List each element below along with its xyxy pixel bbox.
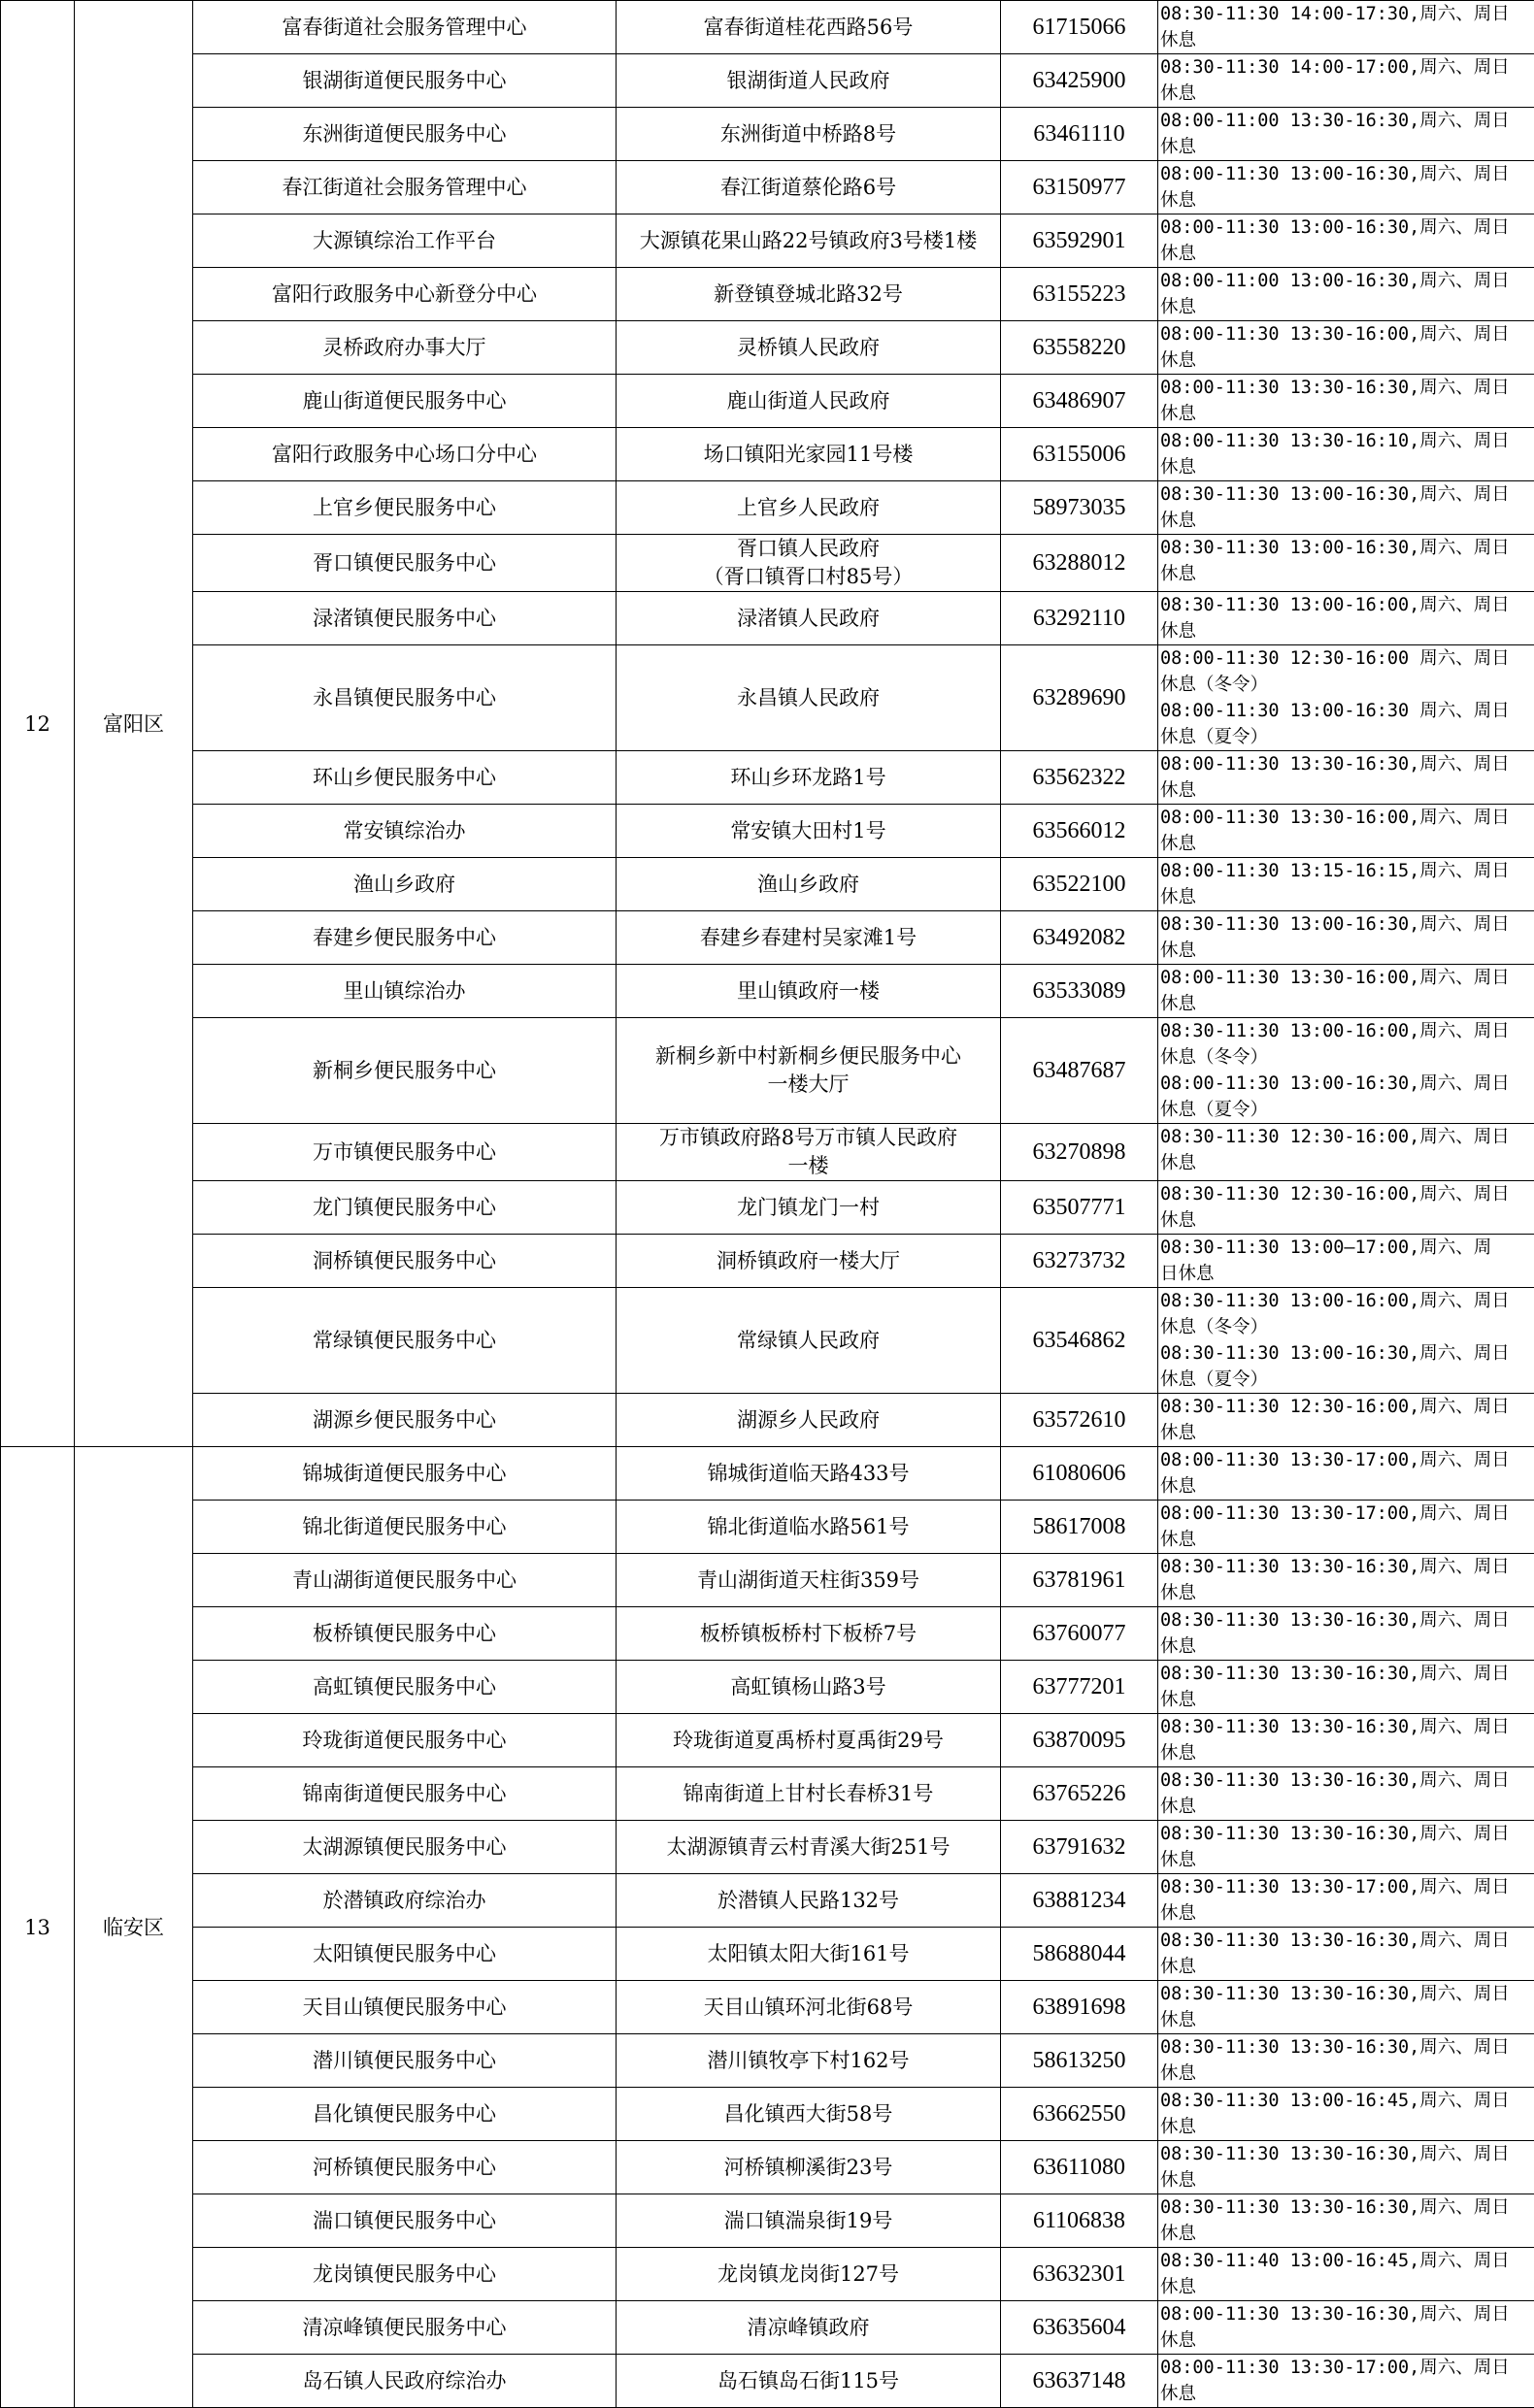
phone-cell: 61715066	[1001, 1, 1158, 54]
center-name-cell: 湖源乡便民服务中心	[193, 1394, 617, 1447]
address-cell: 富春街道桂花西路56号	[617, 1, 1001, 54]
phone-cell: 63558220	[1001, 321, 1158, 375]
center-name-cell: 洞桥镇便民服务中心	[193, 1235, 617, 1288]
center-name-cell: 清凉峰镇便民服务中心	[193, 2301, 617, 2355]
center-name-cell: 於潜镇政府综治办	[193, 1874, 617, 1928]
phone-cell: 63507771	[1001, 1181, 1158, 1235]
phone-cell: 63635604	[1001, 2301, 1158, 2355]
phone-cell: 58688044	[1001, 1928, 1158, 1981]
table-row	[1, 2194, 1534, 2248]
address-cell: 渌渚镇人民政府	[617, 592, 1001, 645]
address-cell: 上官乡人民政府	[617, 481, 1001, 535]
address-cell: 青山湖街道天柱街359号	[617, 1554, 1001, 1607]
center-name-cell: 鹿山街道便民服务中心	[193, 375, 617, 428]
center-name-cell: 渌渚镇便民服务中心	[193, 592, 617, 645]
phone-cell: 63273732	[1001, 1235, 1158, 1288]
office-hours-cell: 08:00-11:30 13:00-16:30,周六、周日 休息	[1158, 161, 1534, 214]
center-name-cell: 龙岗镇便民服务中心	[193, 2248, 617, 2301]
center-name-cell: 万市镇便民服务中心	[193, 1124, 617, 1181]
table-row	[1, 1928, 1534, 1981]
table-row	[1, 1447, 1534, 1501]
table-body	[1, 1, 1534, 2408]
office-hours-cell: 08:30-11:30 13:30-16:30,周六、周日 休息	[1158, 1821, 1534, 1874]
table-row	[1, 2355, 1534, 2408]
phone-cell: 63288012	[1001, 535, 1158, 592]
table-row	[1, 268, 1534, 321]
office-hours-cell: 08:30-11:30 13:30-16:30,周六、周日 休息	[1158, 1928, 1534, 1981]
center-name-cell: 昌化镇便民服务中心	[193, 2088, 617, 2141]
office-hours-cell: 08:30-11:30 13:30-16:30,周六、周日 休息	[1158, 1661, 1534, 1714]
address-cell: 常安镇大田村1号	[617, 805, 1001, 858]
center-name-cell: 新桐乡便民服务中心	[193, 1018, 617, 1124]
phone-cell: 63566012	[1001, 805, 1158, 858]
table-row	[1, 805, 1534, 858]
address-cell: 场口镇阳光家园11号楼	[617, 428, 1001, 481]
table-row	[1, 2141, 1534, 2194]
address-cell: 龙门镇龙门一村	[617, 1181, 1001, 1235]
table-row	[1, 1181, 1534, 1235]
address-cell: 玲珑街道夏禹桥村夏禹街29号	[617, 1714, 1001, 1767]
table-row	[1, 1501, 1534, 1554]
phone-cell: 63150977	[1001, 161, 1158, 214]
phone-cell: 63791632	[1001, 1821, 1158, 1874]
phone-cell: 61080606	[1001, 1447, 1158, 1501]
phone-cell: 63760077	[1001, 1607, 1158, 1661]
center-name-cell: 龙门镇便民服务中心	[193, 1181, 617, 1235]
phone-cell: 61106838	[1001, 2194, 1158, 2248]
office-hours-cell: 08:30-11:30 13:30-16:30,周六、周日 休息	[1158, 1981, 1534, 2034]
center-name-cell: 富春街道社会服务管理中心	[193, 1, 617, 54]
center-name-cell: 河桥镇便民服务中心	[193, 2141, 617, 2194]
address-cell: 清凉峰镇政府	[617, 2301, 1001, 2355]
table-row	[1, 214, 1534, 268]
center-name-cell: 富阳行政服务中心场口分中心	[193, 428, 617, 481]
phone-cell: 63870095	[1001, 1714, 1158, 1767]
phone-cell: 63155006	[1001, 428, 1158, 481]
phone-cell: 63592901	[1001, 214, 1158, 268]
office-hours-cell: 08:30-11:30 14:00-17:30,周六、周日 休息	[1158, 1, 1534, 54]
address-cell: 锦南街道上甘村长春桥31号	[617, 1767, 1001, 1821]
phone-cell: 63292110	[1001, 592, 1158, 645]
center-name-cell: 上官乡便民服务中心	[193, 481, 617, 535]
office-hours-cell: 08:30-11:30 13:30-16:30,周六、周日 休息	[1158, 1554, 1534, 1607]
table-row	[1, 535, 1534, 592]
phone-cell: 63461110	[1001, 108, 1158, 161]
center-name-cell: 太阳镇便民服务中心	[193, 1928, 617, 1981]
group-seq-cell: 13	[1, 1447, 75, 2408]
table-row	[1, 161, 1534, 214]
table-row	[1, 481, 1534, 535]
office-hours-cell: 08:30-11:30 12:30-16:00,周六、周日 休息	[1158, 1124, 1534, 1181]
office-hours-cell: 08:30-11:30 13:00-16:45,周六、周日 休息	[1158, 2088, 1534, 2141]
center-name-cell: 银湖街道便民服务中心	[193, 54, 617, 108]
phone-cell: 58617008	[1001, 1501, 1158, 1554]
address-cell: 龙岗镇龙岗街127号	[617, 2248, 1001, 2301]
address-cell: 春建乡春建村吴家滩1号	[617, 911, 1001, 965]
office-hours-cell: 08:00-11:30 13:15-16:15,周六、周日 休息	[1158, 858, 1534, 911]
address-cell: 春江街道蔡伦路6号	[617, 161, 1001, 214]
office-hours-cell: 08:30-11:30 13:30-16:30,周六、周日 休息	[1158, 2194, 1534, 2248]
address-cell: 洞桥镇政府一楼大厅	[617, 1235, 1001, 1288]
table-row	[1, 858, 1534, 911]
office-hours-cell: 08:30-11:30 13:30-16:30,周六、周日 休息	[1158, 2141, 1534, 2194]
address-cell: 东洲街道中桥路8号	[617, 108, 1001, 161]
address-cell: 高虹镇杨山路3号	[617, 1661, 1001, 1714]
table-row	[1, 965, 1534, 1018]
table-row	[1, 1554, 1534, 1607]
phone-cell: 63662550	[1001, 2088, 1158, 2141]
center-name-cell: 渔山乡政府	[193, 858, 617, 911]
address-cell: 河桥镇柳溪街23号	[617, 2141, 1001, 2194]
district-cell: 临安区	[75, 1447, 193, 2408]
table-row	[1, 54, 1534, 108]
address-cell: 於潜镇人民路132号	[617, 1874, 1001, 1928]
table-row	[1, 1288, 1534, 1394]
office-hours-cell: 08:00-11:30 13:30-16:00,周六、周日 休息	[1158, 805, 1534, 858]
office-hours-cell: 08:30-11:30 12:30-16:00,周六、周日 休息	[1158, 1394, 1534, 1447]
office-hours-cell: 08:30-11:30 13:00-16:30,周六、周日 休息	[1158, 535, 1534, 592]
phone-cell: 63289690	[1001, 645, 1158, 751]
center-name-cell: 高虹镇便民服务中心	[193, 1661, 617, 1714]
center-name-cell: 春江街道社会服务管理中心	[193, 161, 617, 214]
table-row	[1, 428, 1534, 481]
center-name-cell: 胥口镇便民服务中心	[193, 535, 617, 592]
phone-cell: 63425900	[1001, 54, 1158, 108]
table-row	[1, 1981, 1534, 2034]
table-row	[1, 1124, 1534, 1181]
phone-cell: 63486907	[1001, 375, 1158, 428]
table-row	[1, 1607, 1534, 1661]
address-cell: 里山镇政府一楼	[617, 965, 1001, 1018]
office-hours-cell: 08:30-11:30 13:00—17:00,周六、周 日休息	[1158, 1235, 1534, 1288]
office-hours-cell: 08:00-11:30 13:30-17:00,周六、周日 休息	[1158, 1501, 1534, 1554]
table-row	[1, 1235, 1534, 1288]
center-name-cell: 常绿镇便民服务中心	[193, 1288, 617, 1394]
center-name-cell: 环山乡便民服务中心	[193, 751, 617, 805]
center-name-cell: 常安镇综治办	[193, 805, 617, 858]
table-row	[1, 2248, 1534, 2301]
office-hours-cell: 08:30-11:30 13:00-16:30,周六、周日 休息	[1158, 481, 1534, 535]
address-cell: 灵桥镇人民政府	[617, 321, 1001, 375]
phone-cell: 63637148	[1001, 2355, 1158, 2408]
center-name-cell: 板桥镇便民服务中心	[193, 1607, 617, 1661]
table-row	[1, 911, 1534, 965]
office-hours-cell: 08:30-11:30 13:00-16:00,周六、周日 休息（冬令） 08:30-11:30 13:00-16:30,周六、周日 休息（夏令）	[1158, 1288, 1534, 1394]
center-name-cell: 潜川镇便民服务中心	[193, 2034, 617, 2088]
address-cell: 潜川镇牧亭下村162号	[617, 2034, 1001, 2088]
address-cell: 板桥镇板桥村下板桥7号	[617, 1607, 1001, 1661]
phone-cell: 63891698	[1001, 1981, 1158, 2034]
address-cell: 环山乡环龙路1号	[617, 751, 1001, 805]
center-name-cell: 里山镇综治办	[193, 965, 617, 1018]
table-row	[1, 1821, 1534, 1874]
district-cell: 富阳区	[75, 1, 193, 1447]
table-row	[1, 375, 1534, 428]
office-hours-cell: 08:00-11:30 13:30-17:00,周六、周日 休息	[1158, 2355, 1534, 2408]
phone-cell: 63777201	[1001, 1661, 1158, 1714]
center-name-cell: 岛石镇人民政府综治办	[193, 2355, 617, 2408]
address-cell: 太阳镇太阳大街161号	[617, 1928, 1001, 1981]
phone-cell: 63765226	[1001, 1767, 1158, 1821]
office-hours-cell: 08:30-11:30 14:00-17:00,周六、周日 休息	[1158, 54, 1534, 108]
address-cell: 鹿山街道人民政府	[617, 375, 1001, 428]
office-hours-cell: 08:30-11:30 13:30-16:30,周六、周日 休息	[1158, 1767, 1534, 1821]
office-hours-cell: 08:00-11:30 13:30-16:30,周六、周日 休息	[1158, 375, 1534, 428]
phone-cell: 63881234	[1001, 1874, 1158, 1928]
center-name-cell: 玲珑街道便民服务中心	[193, 1714, 617, 1767]
center-name-cell: 天目山镇便民服务中心	[193, 1981, 617, 2034]
address-cell: 昌化镇西大街58号	[617, 2088, 1001, 2141]
office-hours-cell: 08:00-11:30 13:30-16:30,周六、周日 休息	[1158, 751, 1534, 805]
address-cell: 渔山乡政府	[617, 858, 1001, 911]
center-name-cell: 青山湖街道便民服务中心	[193, 1554, 617, 1607]
table-row	[1, 1, 1534, 54]
phone-cell: 63562322	[1001, 751, 1158, 805]
address-cell: 永昌镇人民政府	[617, 645, 1001, 751]
table-row	[1, 2088, 1534, 2141]
address-cell: 锦北街道临水路561号	[617, 1501, 1001, 1554]
group-seq-cell: 12	[1, 1, 75, 1447]
center-name-cell: 富阳行政服务中心新登分中心	[193, 268, 617, 321]
office-hours-cell: 08:30-11:30 13:00-16:00,周六、周日 休息	[1158, 592, 1534, 645]
table-row	[1, 1714, 1534, 1767]
center-name-cell: 永昌镇便民服务中心	[193, 645, 617, 751]
address-cell: 万市镇政府路8号万市镇人民政府 一楼	[617, 1124, 1001, 1181]
phone-cell: 63270898	[1001, 1124, 1158, 1181]
table-row	[1, 1874, 1534, 1928]
address-cell: 大源镇花果山路22号镇政府3号楼1楼	[617, 214, 1001, 268]
table-row	[1, 1394, 1534, 1447]
office-hours-cell: 08:00-11:00 13:30-16:30,周六、周日 休息	[1158, 108, 1534, 161]
phone-cell: 63522100	[1001, 858, 1158, 911]
table-row	[1, 2301, 1534, 2355]
office-hours-cell: 08:00-11:30 13:30-16:30,周六、周日 休息	[1158, 2301, 1534, 2355]
address-cell: 岛石镇岛石街115号	[617, 2355, 1001, 2408]
center-name-cell: 春建乡便民服务中心	[193, 911, 617, 965]
office-hours-cell: 08:00-11:30 13:30-16:00,周六、周日 休息	[1158, 965, 1534, 1018]
phone-cell: 63611080	[1001, 2141, 1158, 2194]
phone-cell: 63533089	[1001, 965, 1158, 1018]
office-hours-cell: 08:30-11:30 13:30-17:00,周六、周日 休息	[1158, 1874, 1534, 1928]
table-row	[1, 751, 1534, 805]
table-row	[1, 1018, 1534, 1124]
address-cell: 锦城街道临天路433号	[617, 1447, 1001, 1501]
center-name-cell: 锦北街道便民服务中心	[193, 1501, 617, 1554]
address-cell: 天目山镇环河北街68号	[617, 1981, 1001, 2034]
address-cell: 湖源乡人民政府	[617, 1394, 1001, 1447]
address-cell: 常绿镇人民政府	[617, 1288, 1001, 1394]
table-row	[1, 108, 1534, 161]
phone-cell: 63781961	[1001, 1554, 1158, 1607]
address-cell: 新桐乡新中村新桐乡便民服务中心 一楼大厅	[617, 1018, 1001, 1124]
office-hours-cell: 08:30-11:30 13:30-16:30,周六、周日 休息	[1158, 2034, 1534, 2088]
phone-cell: 58973035	[1001, 481, 1158, 535]
office-hours-cell: 08:00-11:30 13:30-17:00,周六、周日 休息	[1158, 1447, 1534, 1501]
table-row	[1, 1661, 1534, 1714]
phone-cell: 63492082	[1001, 911, 1158, 965]
center-name-cell: 湍口镇便民服务中心	[193, 2194, 617, 2248]
office-hours-cell: 08:00-11:30 12:30-16:00 周六、周日 休息（冬令） 08:00-11:30 13:00-16:30 周六、周日 休息（夏令）	[1158, 645, 1534, 751]
office-hours-cell: 08:00-11:30 13:30-16:10,周六、周日 休息	[1158, 428, 1534, 481]
phone-cell: 63572610	[1001, 1394, 1158, 1447]
center-name-cell: 太湖源镇便民服务中心	[193, 1821, 617, 1874]
address-cell: 胥口镇人民政府 （胥口镇胥口村85号）	[617, 535, 1001, 592]
office-hours-cell: 08:30-11:30 13:30-16:30,周六、周日 休息	[1158, 1714, 1534, 1767]
office-hours-cell: 08:00-11:00 13:00-16:30,周六、周日 休息	[1158, 268, 1534, 321]
phone-cell: 63632301	[1001, 2248, 1158, 2301]
office-hours-cell: 08:30-11:30 13:30-16:30,周六、周日 休息	[1158, 1607, 1534, 1661]
address-cell: 银湖街道人民政府	[617, 54, 1001, 108]
address-cell: 太湖源镇青云村青溪大街251号	[617, 1821, 1001, 1874]
table-row	[1, 2034, 1534, 2088]
office-hours-cell: 08:00-11:30 13:00-16:30,周六、周日 休息	[1158, 214, 1534, 268]
address-cell: 湍口镇湍泉街19号	[617, 2194, 1001, 2248]
center-name-cell: 锦南街道便民服务中心	[193, 1767, 617, 1821]
table-row	[1, 645, 1534, 751]
office-hours-cell: 08:30-11:40 13:00-16:45,周六、周日 休息	[1158, 2248, 1534, 2301]
table-row	[1, 592, 1534, 645]
table-row	[1, 321, 1534, 375]
office-hours-cell: 08:30-11:30 13:00-16:00,周六、周日 休息（冬令） 08:00-11:30 13:00-16:30,周六、周日 休息（夏令）	[1158, 1018, 1534, 1124]
table-row	[1, 1767, 1534, 1821]
center-name-cell: 灵桥政府办事大厅	[193, 321, 617, 375]
center-name-cell: 锦城街道便民服务中心	[193, 1447, 617, 1501]
center-name-cell: 大源镇综治工作平台	[193, 214, 617, 268]
office-hours-cell: 08:30-11:30 13:00-16:30,周六、周日 休息	[1158, 911, 1534, 965]
phone-cell: 63546862	[1001, 1288, 1158, 1394]
phone-cell: 63487687	[1001, 1018, 1158, 1124]
phone-cell: 58613250	[1001, 2034, 1158, 2088]
address-cell: 新登镇登城北路32号	[617, 268, 1001, 321]
office-hours-cell: 08:30-11:30 12:30-16:00,周六、周日 休息	[1158, 1181, 1534, 1235]
center-name-cell: 东洲街道便民服务中心	[193, 108, 617, 161]
office-hours-cell: 08:00-11:30 13:30-16:00,周六、周日 休息	[1158, 321, 1534, 375]
phone-cell: 63155223	[1001, 268, 1158, 321]
